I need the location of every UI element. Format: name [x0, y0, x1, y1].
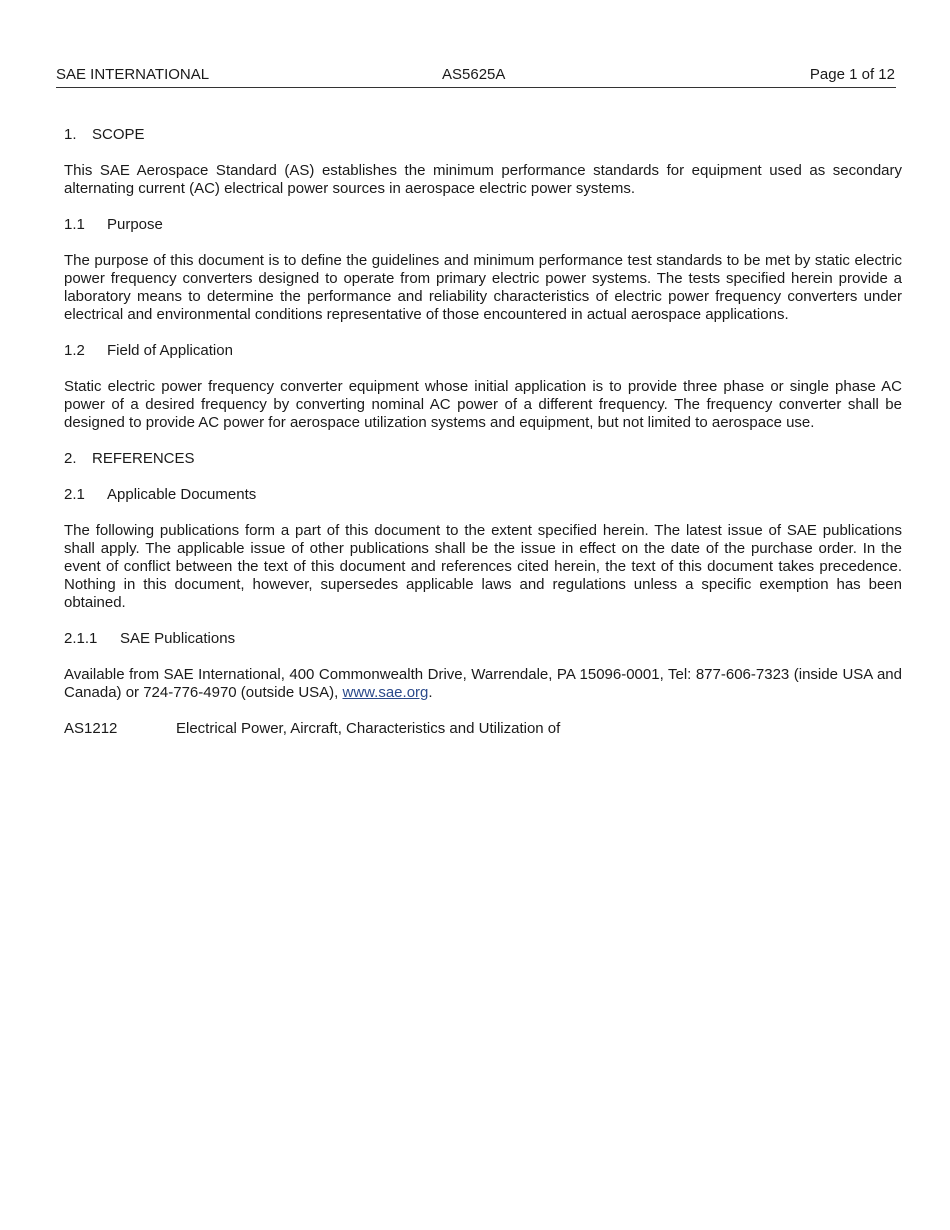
section-heading-applicable-documents [64, 486, 902, 504]
sentence-end: . [428, 684, 433, 701]
header-organization: SAE INTERNATIONAL [56, 66, 210, 83]
section-title: SCOPE [92, 126, 145, 143]
section-heading-field-of-application [64, 342, 902, 360]
section-number: 2.1.1 [64, 630, 98, 647]
section-number: 1. [64, 126, 77, 143]
document-body [64, 126, 902, 738]
section-heading-scope [64, 126, 902, 144]
section-heading-sae-publications [64, 630, 902, 648]
section-title: REFERENCES [92, 450, 195, 467]
section-number: 2. [64, 450, 77, 467]
sae-publications-paragraph [64, 666, 902, 702]
header-document-id: AS5625A [442, 66, 506, 83]
section-number: 1.2 [64, 342, 85, 359]
section-heading-references [64, 450, 902, 468]
section-number: 2.1 [64, 486, 85, 503]
reference-title: Electrical Power, Aircraft, Characteristics and Utilization of [176, 720, 561, 737]
reference-code: AS1212 [64, 720, 118, 737]
field-of-application-paragraph: Static electric power frequency converter equipment whose initial application is to provide three phase or single phase AC power of a desired frequency by converting nominal AC power of a different frequency. The frequency converter shall be designed to provide AC power for aerospace utilization systems and equipment, but not limited to aerospace use. [64, 378, 902, 431]
sae-publications-text: Available from SAE International, 400 Commonwealth Drive, Warrendale, PA 15096-0001, Tel: 877-606-7323 (inside USA and Canada) or 724-776-4970 (outside USA), [64, 666, 902, 701]
section-title: Purpose [107, 216, 163, 233]
applicable-documents-paragraph: The following publications form a part of this document to the extent specified herein. The latest issue of SAE publications shall apply. The applicable issue of other publications shall be the issue in effect on the date of the purchase order. In the event of conflict between the text of this document and references cited herein, the text of this document takes precedence. Nothing in this document, however, supersedes applicable laws and regulations unless a specific exemption has been obtained. [64, 522, 902, 611]
sae-website-link[interactable]: www.sae.org [342, 684, 429, 701]
header-page-number: Page 1 of 12 [809, 66, 895, 83]
page-header [56, 66, 896, 88]
reference-entry [64, 720, 902, 738]
section-heading-purpose [64, 216, 902, 234]
scope-paragraph: This SAE Aerospace Standard (AS) establishes the minimum performance standards for equipment used as secondary alternating current (AC) electrical power sources in aerospace electric power systems. [64, 162, 902, 197]
section-title: SAE Publications [120, 630, 236, 647]
section-title: Field of Application [107, 342, 233, 359]
section-number: 1.1 [64, 216, 85, 233]
purpose-paragraph: The purpose of this document is to define the guidelines and minimum performance test standards to be met by static electric power frequency converters designed to operate from primary electric power systems. The tests specified herein provide a laboratory means to determine the performance and reliability characteristics of electric power frequency converters under electrical and environmental conditions representative of those encountered in actual aerospace applications. [64, 252, 902, 323]
section-title: Applicable Documents [107, 486, 257, 503]
